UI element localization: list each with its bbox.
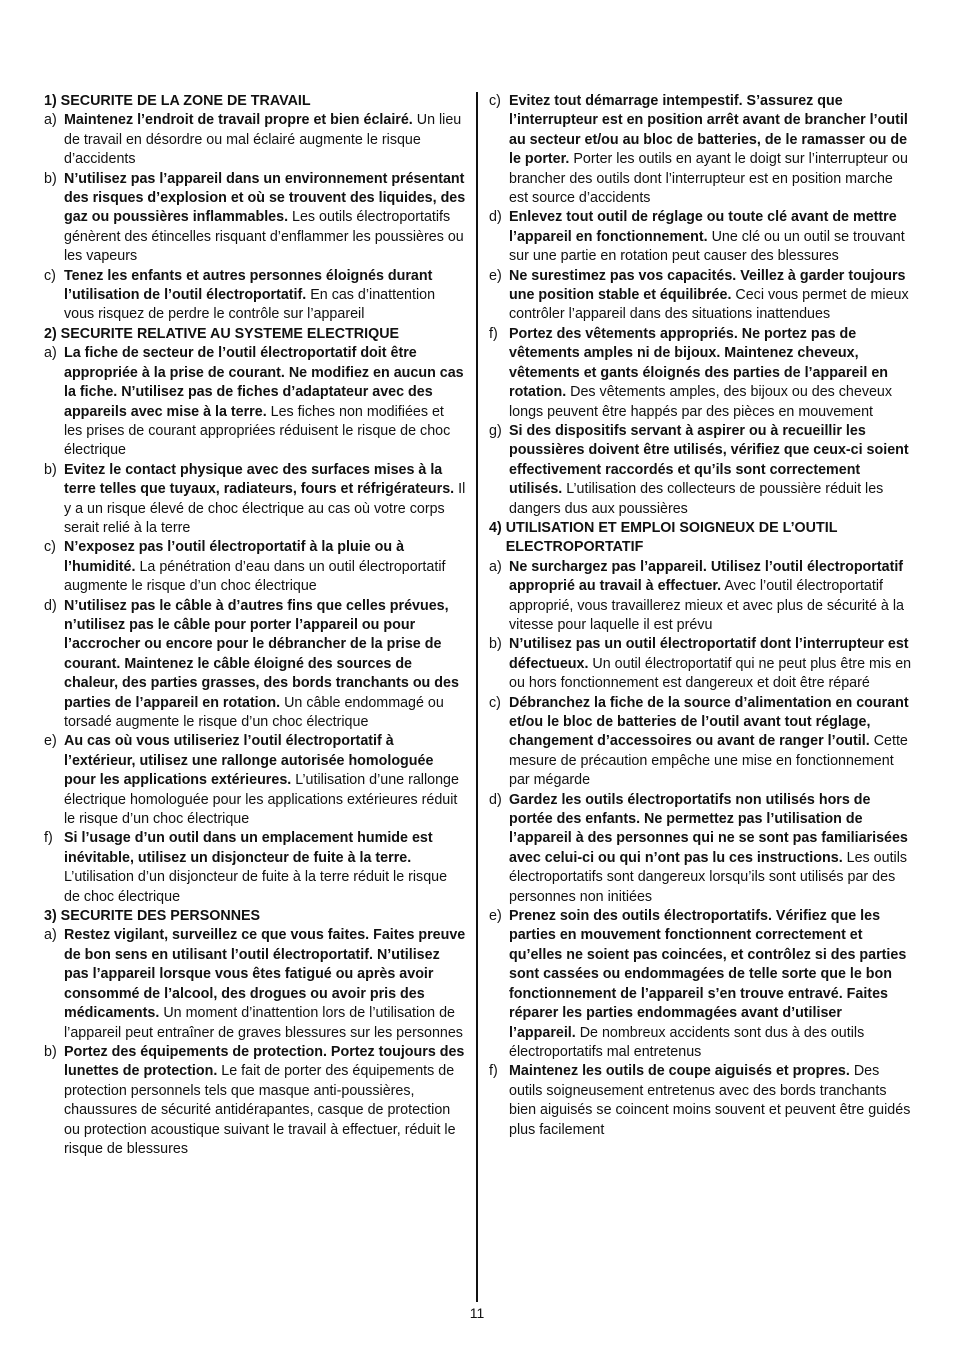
column-divider — [476, 92, 478, 1302]
item-instruction: Ne surestimez pas vos capacités. Veillez à garder toujours une position stable et équilibrée. — [509, 267, 906, 304]
item-body — [509, 694, 912, 791]
item-label: e) — [489, 908, 502, 925]
item-instruction: Débranchez la fiche de la source d’alimentation en courant et/ou le bloc de batteries de l’outil avant tout réglage, changement d’accessoires ou avant de ranger l’outil. — [509, 694, 909, 750]
item-label: a) — [44, 927, 57, 944]
section-title: 2) SECURITE RELATIVE AU SYSTEME ELECTRIQUE — [44, 325, 400, 342]
item-explanation: L’utilisation des collecteurs de poussière réduit les dangers dus aux poussières — [509, 481, 884, 517]
item-body — [509, 267, 912, 325]
item-explanation: En cas d’inattention vous risquez de perdre le contrôle sur l’appareil — [64, 287, 436, 323]
list-item — [489, 325, 912, 422]
list-item — [44, 170, 466, 267]
list-item — [44, 1043, 466, 1159]
item-body — [64, 597, 466, 733]
item-instruction: La fiche de secteur de l’outil électroportatif doit être appropriée à la prise de courant. Ne modifiez en aucun cas la fiche. N’utilisez pas de fiches d’adaptateur avec des appareils avec mise à la terre. — [64, 345, 464, 420]
item-explanation: Avec l’outil électroportatif approprié, vous travaillerez mieux et avec plus de sécurité à la vitesse pour laquelle il est prévu — [509, 578, 904, 633]
list-item — [44, 461, 466, 539]
section-heading — [44, 325, 466, 344]
item-label: c) — [489, 93, 501, 109]
item-instruction: Evitez le contact physique avec des surfaces mises à la terre telles que tuyaux, radiateurs, fours et réfrigérateurs. — [64, 461, 455, 498]
item-label: b) — [44, 461, 57, 478]
item-explanation: Porter les outils en ayant le doigt sur l’interrupteur ou brancher des outils dont l’interrupteur est en position marche est source d’accidents — [509, 151, 908, 207]
section-heading — [489, 519, 912, 558]
item-label: b) — [44, 170, 57, 187]
item-explanation: Un outil électroportatif qui ne peut plus être mis en ou hors fonctionnement est dangereux et doit être réparé — [509, 655, 912, 692]
item-label: d) — [489, 209, 502, 226]
item-instruction: Gardez les outils électroportatifs non utilisés hors de portée des enfants. Ne permettez pas l’utilisation de l’appareil à des personnes qui ne se sont pas familiarisées avec celui-ci ou qui n’ont pas lu ces instructions. — [509, 791, 908, 866]
item-explanation: Les outils électroportatifs génèrent des étincelles risquant d’enflammer les poussières ou les vapeurs — [64, 209, 464, 265]
list-item — [489, 907, 912, 1062]
item-body — [64, 1043, 466, 1159]
item-label: g) — [489, 422, 502, 439]
item-body — [64, 170, 466, 267]
item-label: b) — [44, 1043, 57, 1060]
item-instruction: Evitez tout démarrage intempestif. S’assurez que l’interrupteur est en position arrêt avant de brancher l’outil au secteur et/ou au bloc de batteries, de le ramasser ou de le porter. — [509, 93, 908, 168]
item-body — [509, 325, 912, 422]
item-explanation: L’utilisation d’un disjoncteur de fuite à la terre réduit le risque de choc électrique — [64, 869, 448, 905]
item-instruction: N’utilisez pas l’appareil dans un environnement présentant des risques d’explosion et où se trouvent des liquides, des gaz ou poussières inflammables. — [64, 170, 466, 226]
section-number: 4) — [489, 519, 506, 536]
item-instruction: Si l’usage d’un outil dans un emplacement humide est inévitable, utilisez un disjoncteur de fuite à la terre. — [64, 830, 433, 866]
item-explanation: Un câble endommagé ou torsadé augmente le risque d’un choc électrique — [64, 694, 444, 730]
item-body — [64, 267, 466, 325]
right-column — [489, 92, 912, 1140]
item-body — [509, 208, 912, 266]
item-label: e) — [489, 267, 502, 284]
item-body — [64, 461, 466, 539]
item-instruction: Prenez soin des outils électroportatifs. Vérifiez que les parties en mouvement fonctionnent correctement et qu’elles ne soient pas coincées, et contrôlez si des parties sont cassées ou endommagées de telle sorte que le bon fonctionnement de l’appareil s’en trouve entravé. Faites réparer les parties endommagées avant d’utiliser l’appareil. — [509, 908, 907, 1041]
item-label: b) — [489, 636, 502, 653]
list-item — [489, 635, 912, 693]
list-item — [489, 694, 912, 791]
item-explanation: L’utilisation d’une rallonge électrique homologuée pour les applications extérieures réduit le risque d’un choc électrique — [64, 772, 459, 828]
item-explanation: Des outils soigneusement entretenus avec des bords tranchants bien aiguisés se coincent moins souvent et peuvent être guidés plus facilement — [509, 1063, 911, 1138]
item-instruction: N’utilisez pas le câble à d’autres fins que celles prévues, n’utilisez pas le câble pour porter l’appareil ou pour l’accrocher ou encore pour le débrancher de la prise de courant. Maintenez le câble éloigné des sources de chaleur, des parties grasses, des bords tranchants ou des parties de l’appareil en rotation. — [64, 597, 459, 711]
item-body — [64, 344, 466, 460]
item-label: c) — [489, 694, 501, 711]
item-explanation: Le fait de porter des équipements de protection personnels tels que masque anti-poussières, chaussures de sécurité antidérapantes, casque de protection ou protection acoustique suivant le travail à effectuer, réduit le risque de blessures — [64, 1063, 456, 1157]
item-instruction: N’exposez pas l’outil électroportatif à la pluie ou à l’humidité. — [64, 539, 405, 575]
item-explanation: Un lieu de travail en désordre ou mal éclairé augmente le risque d’accidents — [64, 112, 462, 168]
item-body — [64, 538, 466, 596]
item-explanation: Un moment d’inattention lors de l’utilisation de l’appareil peut entraîner de graves blessures sur les personnes — [64, 1005, 463, 1041]
item-label: d) — [44, 597, 57, 614]
list-item — [44, 267, 466, 325]
item-instruction: Ne surchargez pas l’appareil. Utilisez l’outil électroportatif approprié au travail à effectuer. — [509, 558, 904, 595]
left-column — [44, 92, 466, 1159]
item-body — [64, 829, 466, 907]
list-item — [44, 732, 466, 829]
item-instruction: Restez vigilant, surveillez ce que vous faites. Faites preuve de bon sens en utilisant l’outil électroportatif. N’utilisez pas l’appareil lorsque vous êtes fatigué ou après avoir consommé de l’alcool, des drogues ou avoir pris des médicaments. — [64, 927, 466, 1022]
item-instruction: Maintenez l’endroit de travail propre et bien éclairé. — [64, 112, 413, 129]
item-label: a) — [44, 112, 57, 129]
item-body — [509, 635, 912, 693]
item-explanation: Des vêtements amples, des bijoux ou des cheveux longs peuvent être happés par des pièces en mouvement — [509, 384, 893, 420]
item-body — [509, 422, 912, 519]
list-item — [44, 344, 466, 460]
item-label: c) — [44, 539, 56, 556]
list-item — [489, 1062, 912, 1140]
section-title: 3) SECURITE DES PERSONNES — [44, 908, 261, 925]
list-item — [489, 791, 912, 907]
section-title: 1) SECURITE DE LA ZONE DE TRAVAIL — [44, 93, 311, 109]
section-heading — [44, 907, 466, 926]
list-item — [489, 558, 912, 636]
item-instruction: Portez des équipements de protection. Portez toujours des lunettes de protection. — [64, 1043, 465, 1080]
item-label: c) — [44, 267, 56, 284]
list-item — [44, 926, 466, 1042]
item-body — [64, 732, 466, 829]
item-body — [509, 791, 912, 907]
item-explanation: De nombreux accidents sont dus à des outils électroportatifs mal entretenus — [509, 1024, 865, 1060]
item-label: e) — [44, 733, 57, 750]
section-heading — [44, 92, 466, 111]
list-item — [489, 92, 912, 208]
item-body — [509, 907, 912, 1062]
list-item — [489, 267, 912, 325]
item-explanation: La pénétration d’eau dans un outil électroportatif augmente le risque d’un choc électrique — [64, 558, 446, 595]
item-instruction: Au cas où vous utiliseriez l’outil électroportatif à l’extérieur, utilisez une rallonge autorisée homologuée pour les applications extérieures. — [64, 733, 434, 789]
item-explanation: Il y a un risque élevé de choc électrique au cas où votre corps serait relié à la terre — [64, 481, 466, 536]
item-label: a) — [489, 558, 502, 575]
item-body — [64, 111, 466, 169]
item-instruction: Maintenez les outils de coupe aiguisés et propres. — [509, 1063, 850, 1080]
item-label: d) — [489, 791, 502, 808]
item-explanation: Les outils électroportatifs sont dangereux lorsqu’ils sont utilisés par des personnes non initiées — [509, 849, 908, 905]
item-instruction: Portez des vêtements appropriés. Ne portez pas de vêtements amples ni de bijoux. Maintenez cheveux, vêtements et gants éloignés des parties de l’appareil en rotation. — [509, 325, 889, 401]
item-explanation: Une clé ou un outil se trouvant sur une partie en rotation peut causer des blessures — [509, 228, 905, 265]
list-item — [44, 538, 466, 596]
item-label: f) — [489, 1063, 498, 1080]
item-instruction: Tenez les enfants et autres personnes éloignés durant l’utilisation de l’outil électroportatif. — [64, 267, 433, 304]
page-number: 11 — [469, 1305, 485, 1321]
item-label: a) — [44, 345, 57, 362]
list-item — [44, 829, 466, 907]
item-label: f) — [489, 325, 498, 342]
item-instruction: Enlevez tout outil de réglage ou toute clé avant de mettre l’appareil en fonctionnement. — [509, 209, 897, 245]
item-label: f) — [44, 830, 53, 847]
item-body — [64, 926, 466, 1042]
item-explanation: Cette mesure de précaution empêche une mise en fonctionnement par mégarde — [509, 733, 908, 789]
item-instruction: N’utilisez pas un outil électroportatif dont l’interrupteur est défectueux. — [509, 636, 909, 672]
item-body — [509, 558, 912, 636]
list-item — [489, 422, 912, 519]
list-item — [44, 597, 466, 733]
item-explanation: Ceci vous permet de mieux contrôler l’appareil dans des situations inattendues — [509, 287, 909, 323]
item-instruction: Si des dispositifs servant à aspirer ou à recueillir les poussières doivent être utilisés, vérifiez que ceux-ci soient effectivement raccordés et qu’ils sont correctement utilisés. — [509, 422, 909, 498]
item-body — [509, 1062, 912, 1140]
list-item — [489, 208, 912, 266]
list-item — [44, 111, 466, 169]
section-title: UTILISATION ET EMPLOI SOIGNEUX DE L’OUTIL ELECTROPORTATIF — [505, 519, 838, 556]
item-body — [509, 92, 912, 208]
item-explanation: Les fiches non modifiées et les prises de courant appropriées réduisent le risque de choc électrique — [64, 403, 451, 459]
